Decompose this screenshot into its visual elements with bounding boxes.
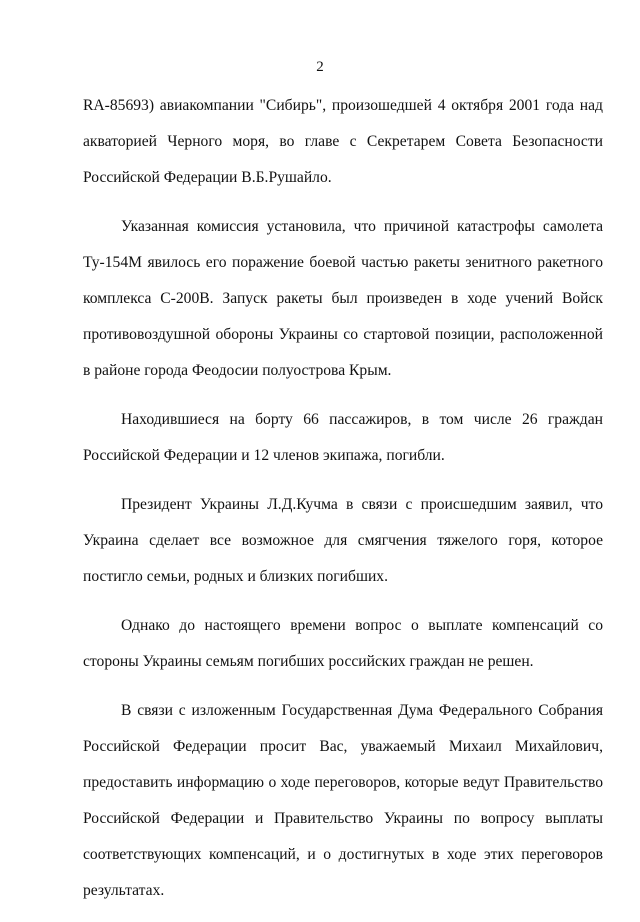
document-body <box>83 88 603 922</box>
page-number: 2 <box>316 59 324 75</box>
paragraph-continuation: RA-85693) авиакомпании "Сибирь", произошедшей 4 октября 2001 года над акваторией Черного моря, во главе с Секретарем Совета Безопасности Российской Федерации В.Б.Рушайло. <box>83 97 603 186</box>
paragraph-casualties: Находившиеся на борту 66 пассажиров, в том числе 26 граждан Российской Федерации и 12 членов экипажа, погибли. <box>83 411 603 464</box>
paragraph-request: В связи с изложенным Государственная Дума Федерального Собрания Российской Федерации просит Вас, уважаемый Михаил Михайлович, предоставить информацию о ходе переговоров, которые ведут Правительство Российской Федерации и Правительство Украины по вопросу выплаты соответствующих компенсаций, и о достигнутых в ходе этих переговоров результатах. <box>83 702 603 899</box>
paragraph-compensation-unresolved: Однако до настоящего времени вопрос о выплате компенсаций со стороны Украины семьям погибших российских граждан не решен. <box>83 617 603 670</box>
paragraph-commission-findings: Указанная комиссия установила, что причиной катастрофы самолета Ту-154М явилось его поражение боевой частью ракеты зенитного ракетного комплекса С-200В. Запуск ракеты был произведен в ходе учений Войск противовоздушной обороны Украины со стартовой позиции, расположенной в районе города Феодосии полуострова Крым. <box>83 218 603 379</box>
paragraph-president-statement: Президент Украины Л.Д.Кучма в связи с происшедшим заявил, что Украина сделает все возможное для смягчения тяжелого горя, которое постигло семьи, родных и близких погибших. <box>83 496 603 585</box>
